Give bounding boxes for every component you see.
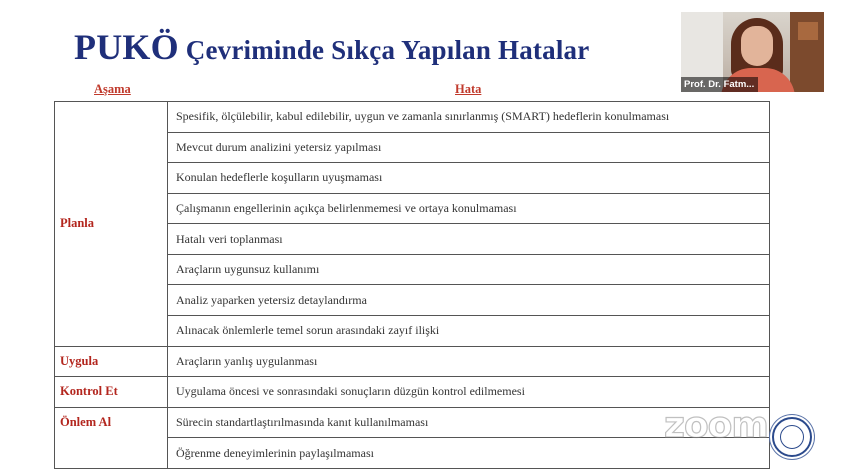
error-cell: Mevcut durum analizini yetersiz yapılması (168, 132, 770, 163)
column-header-error: Hata (455, 82, 482, 96)
error-cell: Sürecin standartlaştırılmasında kanıt kullanılmaması (168, 407, 770, 438)
table-row (55, 346, 770, 377)
table-row (55, 377, 770, 408)
university-seal-icon (772, 417, 812, 457)
stage-cell-check: Kontrol Et (55, 377, 168, 408)
error-cell: Araçların yanlış uygulanması (168, 346, 770, 377)
slide-title-acronym: PUKÖ (74, 27, 179, 67)
stage-cell-do: Uygula (55, 346, 168, 377)
error-cell: Spesifik, ölçülebilir, kabul edilebilir, uygun ve zamanla sınırlanmış (SMART) hedeflerin konulmaması (168, 102, 770, 133)
seal-inner-ring (780, 425, 804, 449)
puko-errors-table (54, 101, 770, 469)
slide-title-text: Çevriminde Sıkça Yapılan Hatalar (178, 35, 590, 65)
participant-video-tile[interactable] (681, 12, 824, 92)
error-cell: Öğrenme deneyimlerinin paylaşılmaması (168, 438, 770, 469)
stage-cell-act: Önlem Al (55, 407, 168, 468)
participant-name-label: Prof. Dr. Fatm... (681, 77, 758, 92)
error-cell: Alınacak önlemlerle temel sorun arasındaki zayıf ilişki (168, 316, 770, 347)
video-background-box (798, 22, 818, 40)
error-cell: Uygulama öncesi ve sonrasındaki sonuçların düzgün kontrol edilmemesi (168, 377, 770, 408)
stage-cell-plan: Planla (55, 102, 168, 347)
error-cell: Analiz yaparken yetersiz detaylandırma (168, 285, 770, 316)
zoom-watermark-logo: zoom (664, 405, 768, 446)
table-row (55, 102, 770, 133)
column-header-stage: Aşama (94, 82, 131, 96)
slide-title (74, 26, 589, 68)
error-cell: Hatalı veri toplanması (168, 224, 770, 255)
error-cell: Konulan hedeflerle koşulların uyuşmaması (168, 163, 770, 194)
error-cell: Araçların uygunsuz kullanımı (168, 254, 770, 285)
error-cell: Çalışmanın engellerinin açıkça belirlenmemesi ve ortaya konulmaması (168, 193, 770, 224)
speaker-figure-face (741, 26, 773, 66)
table-row (55, 407, 770, 438)
